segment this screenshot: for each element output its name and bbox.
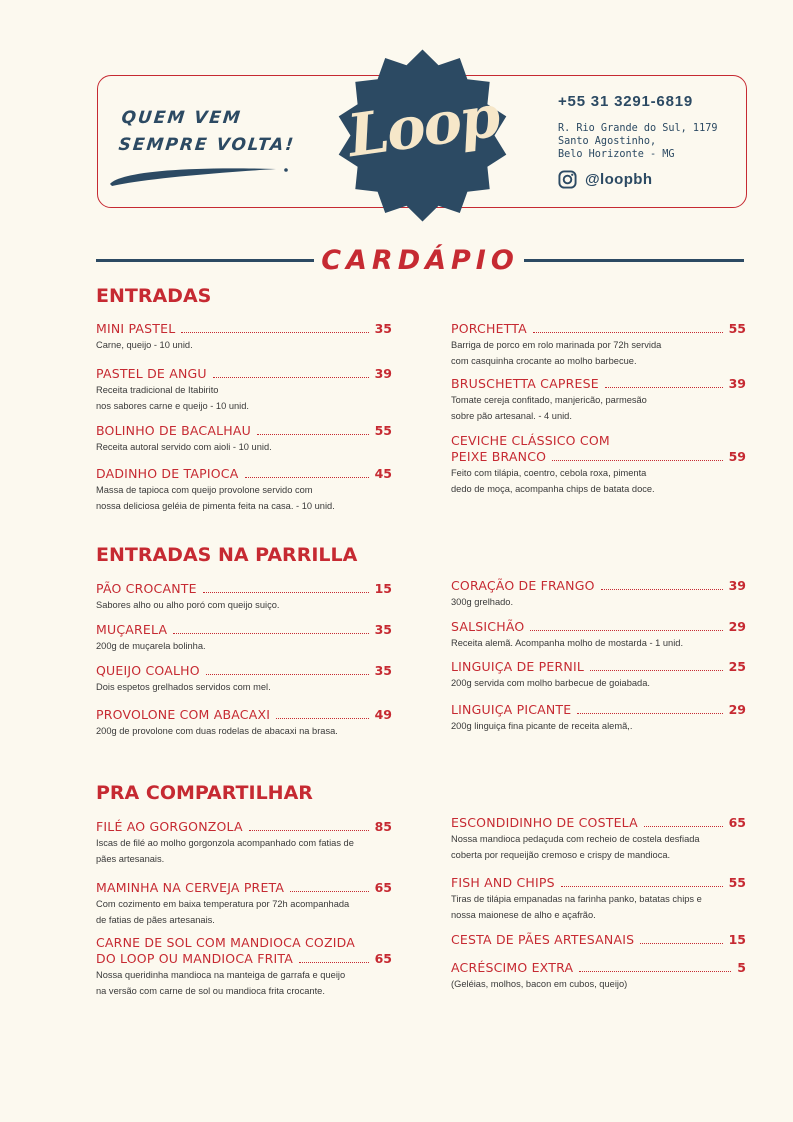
item-name: FILÉ AO GORGONZOLA [96,819,243,834]
item-price: 55 [728,321,746,336]
instagram-icon [558,170,577,189]
menu-item [451,659,746,692]
description-line: 200g servida com molho barbecue de goiabada. [451,678,650,688]
item-name: PEIXE BRANCO [451,449,547,464]
logo: Loop [343,81,503,171]
dot-leader [181,332,368,333]
dot-leader [533,332,723,333]
tagline-line-1: QUEM VEM [120,108,243,128]
dot-leader [257,434,369,435]
item-price: 65 [374,951,392,966]
dot-leader [173,633,368,634]
item-name: MAMINHA NA CERVEJA PRETA [96,880,285,895]
item-price: 35 [374,663,392,678]
instagram-link[interactable] [558,170,652,189]
item-price: 39 [728,376,746,391]
item-price: 5 [737,960,746,975]
description-line: 200g de muçarela bolinha. [96,641,206,651]
item-description [96,383,392,414]
item-price: 85 [374,819,392,834]
dot-leader [590,670,723,671]
item-price: 65 [374,880,392,895]
menu-item [451,578,746,611]
description-line: Carne, queijo - 10 unid. [96,340,193,350]
item-description [451,832,746,863]
item-description [451,595,746,611]
menu-item [451,960,746,993]
dot-leader [579,971,731,972]
item-description [451,338,746,369]
address-line-2: Santo Agostinho, [558,136,657,147]
description-line: com casquinha crocante ao molho barbecue. [451,355,637,366]
item-name: LINGUIÇA DE PERNIL [451,659,584,674]
address-line-1: R. Rio Grande do Sul, 1179 [558,123,718,134]
description-line: Com cozimento em baixa temperatura por 72h acompanhada [96,899,350,909]
description-line: Receita alemã. Acompanha molho de mostarda - 1 unid. [451,638,684,648]
section-title-entradas: ENTRADAS [96,285,212,307]
item-name: DO LOOP OU MANDIOCA FRITA [96,951,293,966]
description-line: (Geléias, molhos, bacon em cubos, queijo) [451,979,628,989]
menu-item [96,622,392,655]
item-price: 29 [728,619,746,634]
dot-leader [276,718,368,719]
description-line: coberta por requeijão cremoso e crispy de mandioca. [451,849,671,860]
menu-item [451,702,746,735]
item-description [451,977,746,993]
description-line: Nossa mandioca pedaçuda com recheio de costela desfiada [451,834,700,844]
item-name: MUÇARELA [96,622,168,637]
description-line: pães artesanais. [96,853,165,864]
description-line: nossa maionese de alho e açafrão. [451,909,596,920]
item-name: PASTEL DE ANGU [96,366,207,381]
section-title-pra-compartilhar: PRA COMPARTILHAR [96,782,313,804]
description-line: nossa deliciosa geléia de pimenta feita na casa. - 10 unid. [96,500,335,511]
dot-leader [299,962,369,963]
description-line: nos sabores carne e queijo - 10 unid. [96,400,249,411]
menu-item [451,321,746,369]
address [558,122,738,161]
menu-title: CARDÁPIO [321,245,519,276]
title-divider-right [524,259,744,262]
menu-item [96,935,392,999]
menu-item [451,932,746,947]
menu-item [96,819,392,867]
item-description [451,676,746,692]
description-line: Barriga de porco em rolo marinada por 72h servida [451,340,662,350]
address-line-3: Belo Horizonte - MG [558,149,675,160]
dot-leader [644,826,723,827]
menu-item [96,663,392,696]
item-description [96,897,392,928]
description-line: Receita tradicional de Itabirito [96,385,219,395]
item-description [451,393,746,424]
phone-number[interactable]: +55 31 3291-6819 [558,93,693,110]
description-line: de fatias de pães artesanais. [96,914,215,925]
dot-leader [206,674,369,675]
tagline [117,105,323,159]
description-line: Tiras de tilápia empanadas na farinha panko, batatas chips e [451,894,702,904]
item-description [96,483,392,514]
item-price: 49 [374,707,392,722]
item-description [96,836,392,867]
dot-leader [213,377,369,378]
menu-item [96,880,392,928]
item-price: 35 [374,622,392,637]
item-price: 15 [728,932,746,947]
item-price: 59 [728,449,746,464]
item-price: 25 [728,659,746,674]
item-description [451,892,746,923]
section-title-entradas-na-parrilla: ENTRADAS NA PARRILLA [96,544,358,566]
item-name: PORCHETTA [451,321,527,336]
item-price: 65 [728,815,746,830]
menu-item [96,707,392,740]
item-description [96,968,392,999]
menu-item [96,423,392,456]
menu-item [451,875,746,923]
item-name: FISH AND CHIPS [451,875,555,890]
dot-leader [249,830,369,831]
menu-item [451,619,746,652]
title-divider-left [96,259,314,262]
description-line: Feito com tilápia, coentro, cebola roxa, pimenta [451,468,647,478]
description-line: Tomate cereja confitado, manjericão, parmesão [451,395,647,405]
item-price: 39 [374,366,392,381]
item-description [451,719,746,735]
item-name-line-1: CARNE DE SOL COM MANDIOCA COZIDA [96,935,355,950]
dot-leader [245,477,369,478]
tagline-line-2: SEMPRE VOLTA! [117,135,297,155]
item-price: 29 [728,702,746,717]
menu-item [451,815,746,863]
item-name: QUEIJO COALHO [96,663,200,678]
menu-item [96,466,392,514]
description-line: Sabores alho ou alho poró com queijo suiço. [96,600,280,610]
item-price: 55 [728,875,746,890]
item-name: ESCONDIDINHO DE COSTELA [451,815,638,830]
item-name: PÃO CROCANTE [96,581,197,596]
dot-leader [561,886,723,887]
item-description [96,680,392,696]
description-line: na versão com carne de sol ou mandioca frita crocante. [96,985,325,996]
description-line: 200g de provolone com duas rodelas de abacaxi na brasa. [96,726,338,736]
swoosh-decoration [108,160,293,190]
description-line: 200g linguiça fina picante de receita alemã,. [451,721,633,731]
description-line: Receita autoral servido com aioli - 10 unid. [96,442,272,452]
dot-leader [552,460,722,461]
item-name: PROVOLONE COM ABACAXI [96,707,271,722]
item-price: 35 [374,321,392,336]
description-line: Massa de tapioca com queijo provolone servido com [96,485,313,495]
item-price: 45 [374,466,392,481]
description-line: dedo de moça, acompanha chips de batata doce. [451,483,655,494]
dot-leader [290,891,368,892]
menu-item [96,321,392,354]
item-name: ACRÉSCIMO EXTRA [451,960,574,975]
item-name: DADINHO DE TAPIOCA [96,466,239,481]
dot-leader [601,589,723,590]
item-name-line-1: CEVICHE CLÁSSICO COM [451,433,610,448]
dot-leader [605,387,723,388]
menu-item [96,581,392,614]
item-name: MINI PASTEL [96,321,176,336]
item-name: BRUSCHETTA CAPRESE [451,376,599,391]
item-description [96,598,392,614]
item-description [451,636,746,652]
item-description [96,440,392,456]
menu-item [96,366,392,414]
instagram-handle: @loopbh [585,171,653,188]
description-line: Iscas de filé ao molho gorgonzola acompanhado com fatias de [96,838,354,848]
item-description [96,724,392,740]
item-name: SALSICHÃO [451,619,525,634]
dot-leader [530,630,722,631]
item-description [451,466,746,497]
item-name: CORAÇÃO DE FRANGO [451,578,595,593]
menu-item [451,376,746,424]
item-name: CESTA DE PÃES ARTESANAIS [451,932,635,947]
description-line: Dois espetos grelhados servidos com mel. [96,682,271,692]
item-name: LINGUIÇA PICANTE [451,702,572,717]
dot-leader [203,592,369,593]
dot-leader [577,713,722,714]
item-description [96,639,392,655]
item-price: 39 [728,578,746,593]
menu-item [451,433,746,497]
item-description [96,338,392,354]
description-line: 300g grelhado. [451,597,514,607]
item-price: 55 [374,423,392,438]
item-price: 15 [374,581,392,596]
dot-leader [640,943,722,944]
item-name: BOLINHO DE BACALHAU [96,423,251,438]
description-line: Nossa queridinha mandioca na manteiga de garrafa e queijo [96,970,346,980]
description-line: sobre pão artesanal. - 4 unid. [451,410,572,421]
